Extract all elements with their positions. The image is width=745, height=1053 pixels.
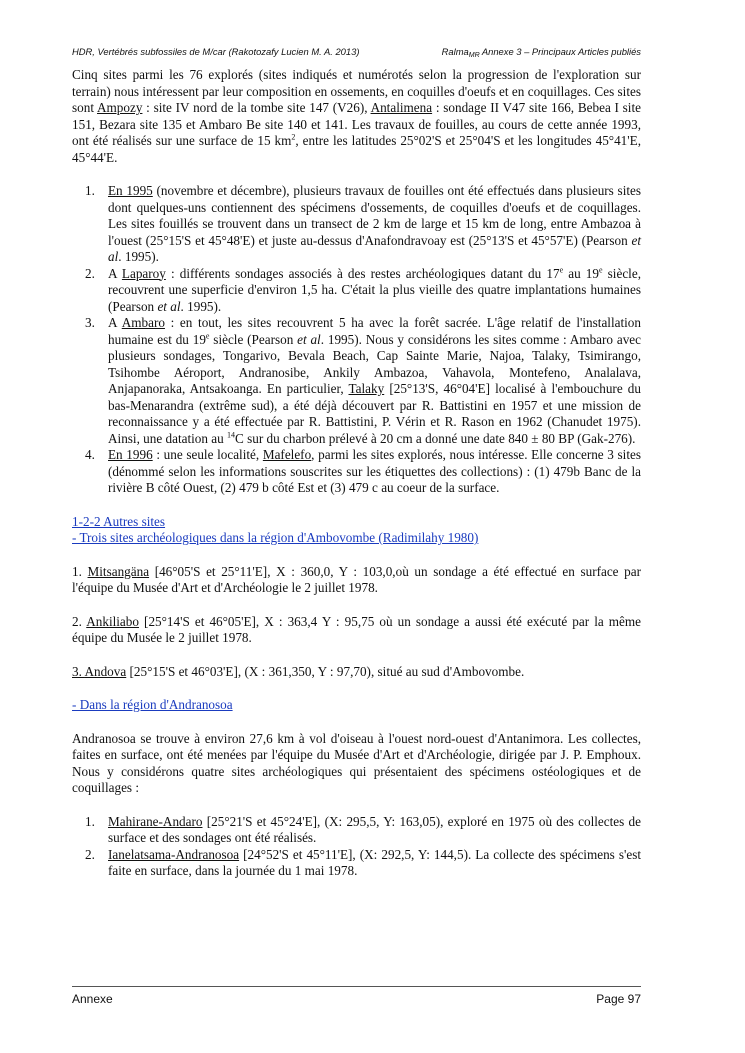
andranosoa-sites-list (72, 814, 641, 880)
section2-title-link[interactable]: - Dans la région d'Andranosoa (72, 697, 233, 712)
site-link-antalimena: Antalimena (370, 100, 433, 115)
list-item: 2. A Laparoy : différents sondages associés à des restes archéologiques datant du 17e au 19e siècle, recouvrent une superficie d'environ 1,5 ha. C'était la plus vieille des quatre implantations humaines (Pearson et al. 1995). (85, 265, 641, 314)
header-annex-title: Annexe 3 – Principaux Articles publiés (479, 46, 641, 57)
list-item: 4. En 1996 : une seule localité, Mafelefo, parmi les sites explorés, nous intéresse. Elle concerne 3 sites (dénommé selon les informations souscrites sur les étiquettes des collections) : (1) 479b Banc de la rivière B côté Ouest, (2) 479 b côté Est et (3) 479 c au coeur de la surface. (85, 447, 641, 495)
header-author-sub: MR (468, 52, 480, 59)
list-item: 2. Ianelatsama-Andranosoa [24°52'S et 45°11'E], (X: 292,5, Y: 144,5). La collecte des spécimens s'est faite en surface, dans la journée du 1 mai 1978. (85, 846, 641, 878)
intro-paragraph: Cinq sites parmi les 76 explorés (sites indiqués et numérotés selon la progression de l'exploration sur terrain) nous intéressent par leur composition en ossements, en coquilles d'oeufs et en coquillages. Ces sites sont Ampozy : site IV nord de la tombe site 147 (V26), Antalimena : sondage II V47 site 166, Bebea I site 151, Bezara site 135 et Ambaro Be site 140 et 141. Les travaux de fouilles, au cours de cette année 1993, ont été réalisés sur une surface de 15 $km^2$, entre les latitudes 25°02'S et 25°04'S et les longitudes 45°41'E, 45°44'E. (72, 67, 641, 165)
expedition-list (72, 183, 641, 497)
section-heading (72, 514, 641, 547)
header-author: Ralma (441, 46, 469, 57)
site-paragraph-ankiliabo: 2. Ankiliabo [25°14'S et 46°05'E], X : 363,4 Y : 95,75 où un sondage a aussi été exécuté par la même équipe du Musée le 2 juillet 1978. (72, 613, 641, 645)
site-paragraph-mitsangana: 1. Mitsangäna [46°05'S et 25°11'E], X : 360,0, Y : 103,0,où un sondage a été effectué en surface par l'équipe du Musée d'Art et d'Archéologie le 2 juillet 1978. (72, 563, 642, 595)
header-title: HDR, Vertébrés subfossiles de M/car (Rakotozafy Lucien M. A. 2013) (72, 46, 360, 57)
footer-divider (72, 986, 641, 987)
page-footer (72, 992, 641, 1010)
section-title-link[interactable]: 1-2-2 Autres sites (72, 513, 166, 529)
site-link-ampozy: Ampozy (97, 100, 143, 115)
footer-label: Annexe (72, 992, 113, 1006)
page-body (72, 67, 641, 880)
list-item: 3. A Ambaro : en tout, les sites recouvrent 5 ha avec la forêt sacrée. L'âge relatif de l'installation humaine est du 19e siècle (Pearson et al. 1995). Nous y considérons les sites comme : Ambaro avec plusieurs sondages, Tongarivo, Bevala Beach, Cap Sainte Marie, Najoa, Talaky, Tsimirango, Tsihombe Aéroport, Andranosibe, Ankily Ambazoa, Vahavola, Montefeno, Analalava, Anjapanoraka, Antsakoanga. En particulier, Talaky [25°13'S, 46°04'E] localisé à l'embouchure du bas-Menarandra (extrême sud), a été déjà découvert par R. Battistini en 1957 et une mission de reconnaissance y a été effectuée par R. Battistini, P. Vérin et R. Rason en 1962 (Chanudet 1975). Ainsi, une datation au $^{14}$C sur du charbon prélevé à 20 cm a donné une date 840 ± 80 BP (Gak-276). (85, 315, 641, 446)
andranosoa-paragraph: Andranosoa se trouve à environ 27,6 km à vol d'oiseau à l'ouest nord-ouest d'Antanimora. Les collectes, faites en surface, ont été menées par l'équipe du Musée d'Art et d'Archéologie, dirigée par J. P. Emphoux. Nous y considérons quatre sites archéologiques qui présentaient des spécimens ostéologiques et de coquillages : (72, 730, 641, 795)
list-item: 1. Mahirane-Andaro [25°21'S et 45°24'E], (X: 295,5, Y: 163,05), exploré en 1975 où des collectes de surface et des sondages ont été réalisés. (85, 813, 641, 845)
page-number: Page 97 (596, 992, 641, 1006)
section-subtitle-link[interactable]: - Trois sites archéologiques dans la région d'Ambovombe (Radimilahy 1980) (72, 530, 479, 545)
site-paragraph-andova: 3. Andova [25°15'S et 46°03'E], (X : 361,350, Y : 97,70), situé au sud d'Ambovombe. (72, 663, 525, 679)
section2-heading (72, 697, 641, 714)
list-item: 1. En 1995 (novembre et décembre), plusieurs travaux de fouilles ont été effectués dans plusieurs sites dont quelques-uns contiennent des spécimens d'ossements, de coquilles d'oeufs et de coquillages. Les sites fouillés se trouvent dans un transect de 2 km de large et 15 km de long, entre Ambazoa à l'ouest (25°15'S et 45°48'E) et juste au-dessus d'Anafondravoay est (25°13'S et 45°57'E) (Pearson et al. 1995). (85, 183, 642, 264)
header-annex (442, 46, 641, 59)
page-header (72, 46, 641, 62)
